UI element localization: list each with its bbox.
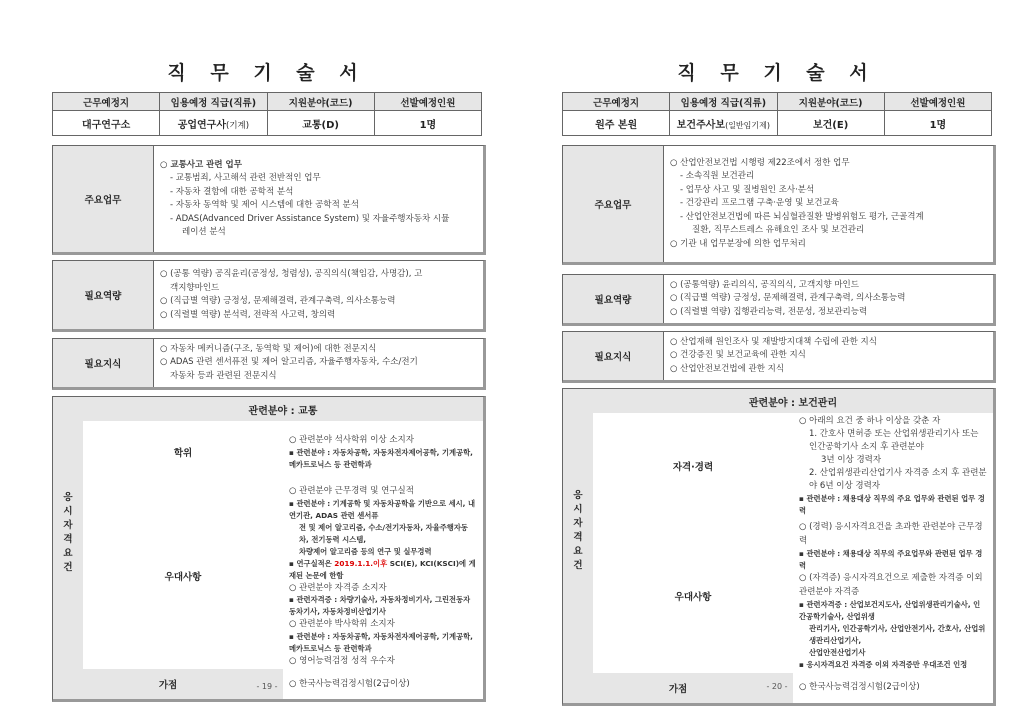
knowledge-label: 필요지식 xyxy=(53,339,154,387)
qualification-label: 응 시 자 격 요 건 xyxy=(53,397,83,669)
bonus-label: 가점 xyxy=(53,669,283,699)
degree-content: ○ 관련분야 석사학위 이상 소지자 ▪ 관련분야 : 자동차공학, 자동차전자제어공학, 기계공학, 메카트로닉스 등 관련학과 xyxy=(289,435,473,469)
competency-section xyxy=(52,260,486,332)
col-location: 근무예정지 xyxy=(53,93,160,111)
qual-content: ○ 아래의 요건 중 하나 이상을 갖춘 자 1. 간호사 면허증 또는 산업위생관리기사 또는 인간공학기사 소지 후 관련분야 3년 이상 경력자 2. 산업위생관리산업기사 자격증 소지 후 관련분야 6년 이상 경력자 ▪ 관련분야 : 채용대상 직무의 주요 업무와 관련된 업무 경력 xyxy=(799,416,987,515)
related-field: 관련분야 : 보건관리 xyxy=(593,389,993,413)
knowledge-content: ○ 산업재해 원인조사 및 재발방지대책 수립에 관한 지식 ○ 건강증진 및 보건교육에 관한 지식 ○ 산업안전보건법에 관한 지식 xyxy=(670,336,877,374)
preference-content: ○ 관련분야 근무경력 및 연구실적 ▪ 관련분야 : 기계공학 및 자동차공학을 기반으로 세시, 내연기관, ADAS 관련 센서퓨 전 및 제어 알고리즘, 수소/전기자동차, 자율주행자동차, 전기동력 시스템, 차량제어 알고리즘 등의 연구 및 실무경력 ▪ 연구실적은 2019.1.1.이후 SCI(E), KCI(KSCI)에 게재된 논문에 한함 ○ 관련분야 자격증 소지자 ▪ 관련자격증 : 차량기술사, 자동차정비기사, 그린전동자동차기사, 자동차정비산업기사 ○ 관련분야 박사학위 소지자 ▪ 관련분야 : 자동차공학, 자동차전자제어공학, 기계공학, 메카트로닉스 등 관련학과 ○ 영어능력검정 성적 우수자 xyxy=(289,486,476,666)
page-title: 직 무 기 술 서 xyxy=(167,62,367,84)
degree-label: 학위 xyxy=(83,421,283,483)
bonus-label: 가점 xyxy=(563,673,793,703)
val-field: 교통(D) xyxy=(267,111,374,136)
duties-section xyxy=(562,145,996,265)
competency-content: ○ (공통역량) 윤리의식, 공직의식, 고객지향 마인드 ○ (직급별 역량) 긍정성, 문제해결력, 관계구축력, 의사소통능력 ○ (직렬별 역량) 집행관리능력, 전문성, 정보관리능력 xyxy=(670,279,906,317)
qualification-label: 응 시 자 격 요 건 xyxy=(563,389,593,673)
val-grade: 공업연구사(기계) xyxy=(160,111,267,136)
val-field: 보건(E) xyxy=(777,111,884,136)
knowledge-section xyxy=(562,331,996,383)
col-grade: 임용예정 직급(직류) xyxy=(160,93,267,111)
preference-label: 우대사항 xyxy=(83,483,283,669)
col-grade: 임용예정 직급(직류) xyxy=(670,93,777,111)
col-field: 지원분야(코드) xyxy=(777,93,884,111)
related-field: 관련분야 : 교통 xyxy=(83,397,483,421)
bonus-content: ○ 한국사능력검정시험(2급이상) xyxy=(799,682,920,693)
duties-label: 주요업무 xyxy=(53,146,154,252)
col-count: 선발예정인원 xyxy=(374,93,481,111)
page-number: - 19 - xyxy=(256,682,278,691)
qualification-section xyxy=(52,396,486,702)
val-location: 대구연구소 xyxy=(53,111,160,136)
competency-label: 필요역량 xyxy=(563,275,664,323)
knowledge-section xyxy=(52,338,486,390)
knowledge-label: 필요지식 xyxy=(563,332,664,380)
val-count: 1명 xyxy=(374,111,481,136)
preference-content: ○ (경력) 응시자격요건을 초과한 관련분야 근무경력 ▪ 관련분야 : 채용대상 직무의 주요업무와 관련된 업무 경력 ○ (자격증) 응시자격요건으로 제출한 자격증 이외 관련분야 자격증 ▪ 관련자격증 : 산업보건지도사, 산업위생관리기술사, 인간공학기술사, 산업위생 관리기사, 인간공학기사, 산업안전기사, 간호사, 산업위생관리산업기사, 산업안전산업기사 ▪ 응시자격요건 자격증 이외 자격증만 우대조건 인정 xyxy=(799,522,986,669)
val-location: 원주 본원 xyxy=(563,111,670,136)
header-table xyxy=(562,92,992,136)
competency-content: ○ (공통 역량) 공직윤리(공정성, 청렴성), 공직의식(책임감, 사명감), 고 객지향마인드 ○ (직급별 역량) 긍정성, 문제해결력, 관계구축력, 의사소통능력 ○ (직렬별 역량) 분석력, 전략적 사고력, 창의력 xyxy=(160,269,423,320)
page-number: - 20 - xyxy=(766,682,788,691)
duties-content: ○ 교통사고 관련 업무 - 교통범죄, 사고해석 관련 전반적인 업무 - 자동차 결함에 대한 공학적 분석 - 자동차 동역학 및 제어 시스템에 대한 공학적 분석 - ADAS(Advanced Driver Assistance System) 및 자율주행자동차 시뮬 레이션 분석 xyxy=(160,159,450,237)
header-table xyxy=(52,92,482,136)
page-title: 직 무 기 술 서 xyxy=(677,62,877,84)
col-field: 지원분야(코드) xyxy=(267,93,374,111)
qualification-section xyxy=(562,388,996,706)
val-grade: 보건주사보(일반임기제) xyxy=(670,111,777,136)
knowledge-content: ○ 자동차 메커니즘(구조, 동역학 및 제어)에 대한 전문지식 ○ ADAS 관련 센서퓨전 및 제어 알고리즘, 자율주행자동차, 수소/전기 자동차 등과 관련된 전문지식 xyxy=(160,343,418,381)
competency-section xyxy=(562,274,996,326)
competency-label: 필요역량 xyxy=(53,261,154,329)
duties-label: 주요업무 xyxy=(563,146,664,262)
col-count: 선발예정인원 xyxy=(884,93,991,111)
col-location: 근무예정지 xyxy=(563,93,670,111)
duties-section xyxy=(52,145,486,255)
qual-label: 자격·경력 xyxy=(593,413,793,519)
duties-content: ○ 산업안전보건법 시행령 제22조에서 정한 업무 - 소속직원 보건관리 - 업무상 사고 및 질병원인 조사·분석 - 건강관리 프로그램 구축·운영 및 보건교육 - 산업안전보건법에 따른 뇌심혈관질환 발병위험도 평가, 근골격계 질환, 직무스트레스 유해요인 조사 및 보건관리 ○ 기관 내 업무분장에 의한 업무처리 xyxy=(670,157,924,249)
preference-label: 우대사항 xyxy=(593,519,793,673)
bonus-content: ○ 한국사능력검정시험(2급이상) xyxy=(289,678,410,689)
val-count: 1명 xyxy=(884,111,991,136)
